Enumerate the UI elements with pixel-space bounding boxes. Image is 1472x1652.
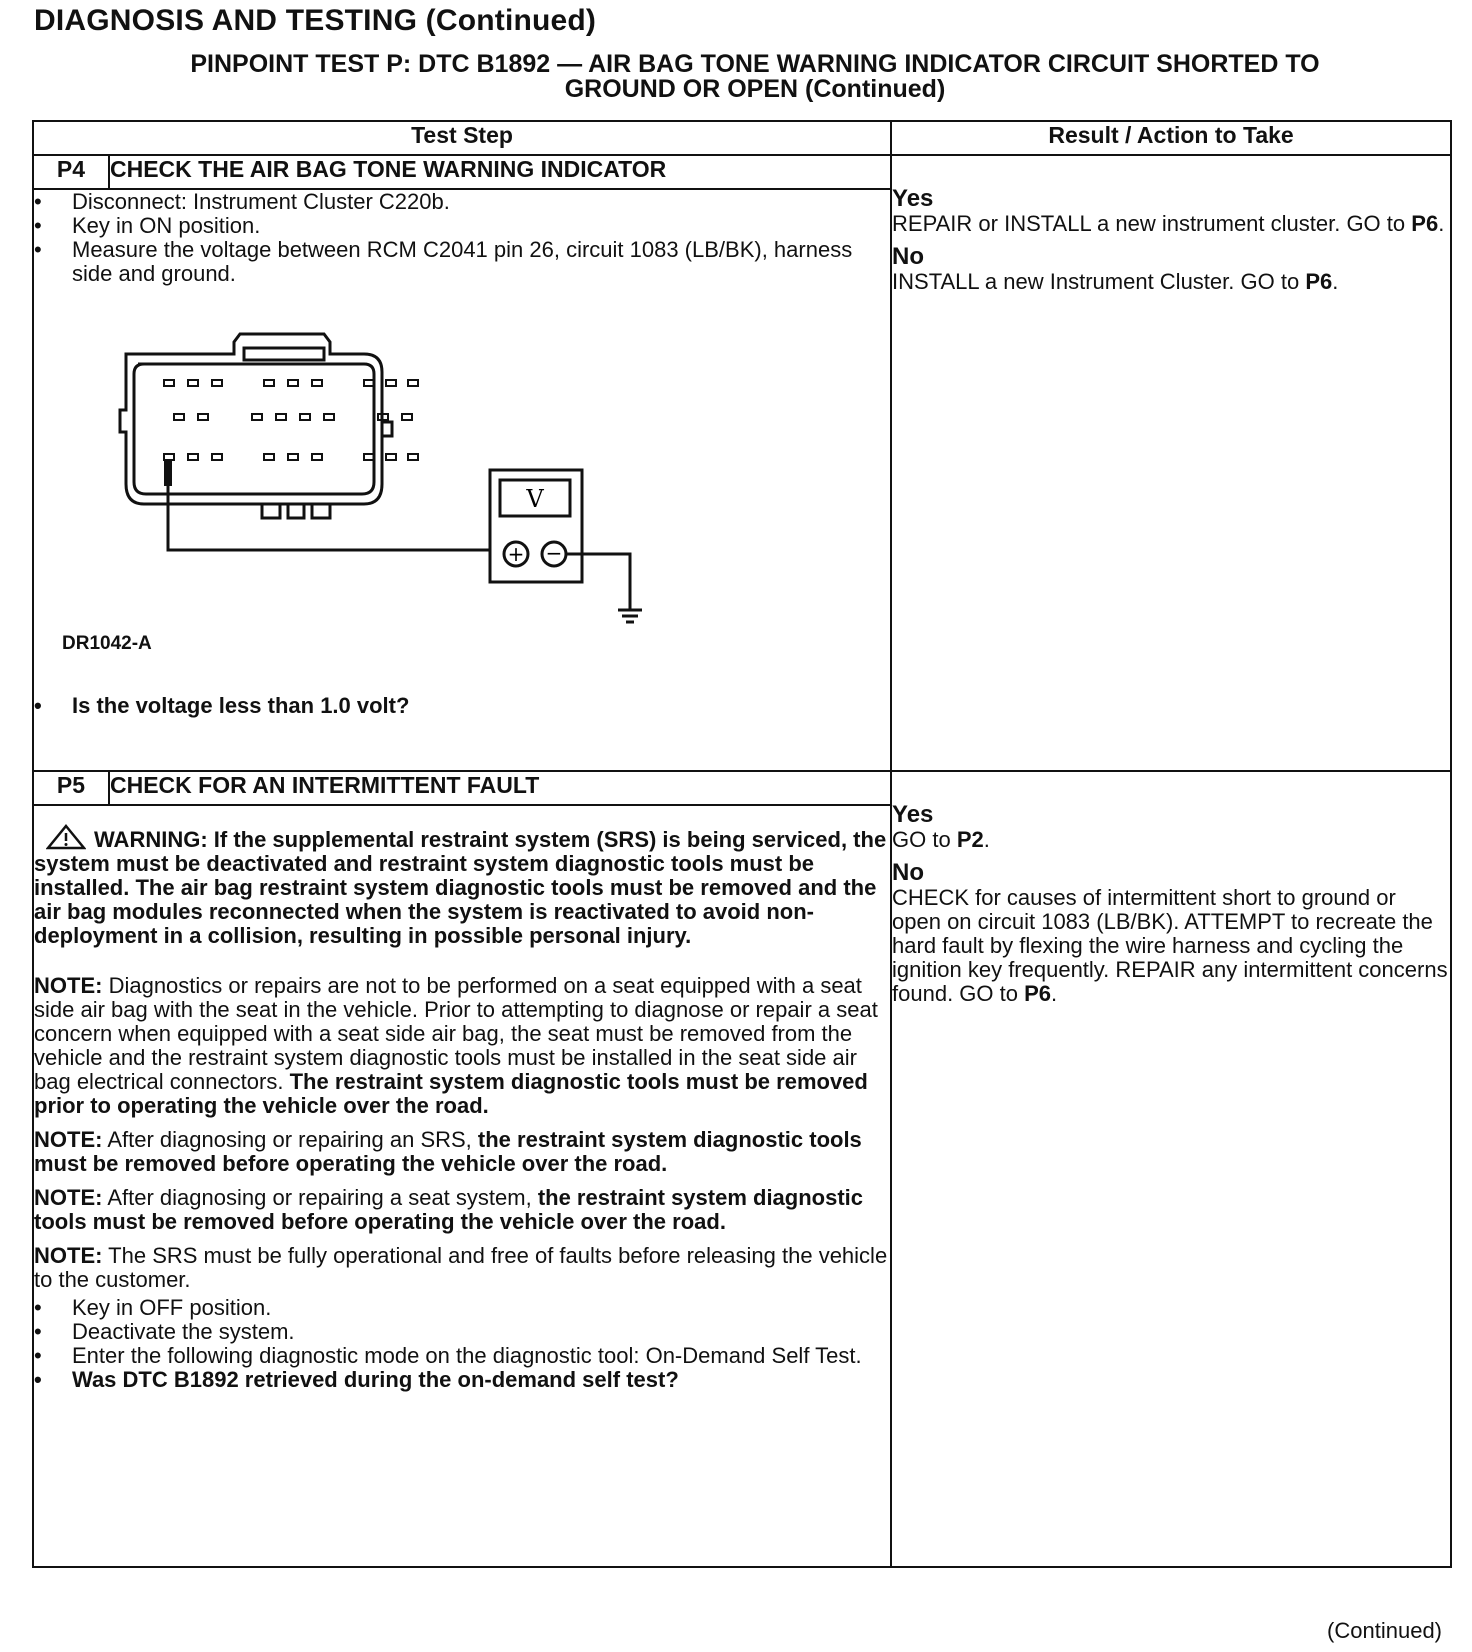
step-title-p4: CHECK THE AIR BAG TONE WARNING INDICATOR [109,155,891,189]
list-item: • Key in OFF position. [34,1296,890,1320]
warning-text: WARNING: If the supplemental restraint system (SRS) is being serviced, the system must be deactivated and restraint system diagnostic tools must be installed. The air bag restraint system diagnostic tools must be removed and the air bag modules reconnected when the system is reactivated to avoid non-deployment in a collision, resulting in possible personal injury. [34,827,887,948]
p4-question: • Is the voltage less than 1.0 volt? [34,694,890,718]
p5-no-label: No [892,859,925,886]
list-item: • Key in ON position. [34,214,890,238]
page-title: DIAGNOSIS AND TESTING (Continued) [34,4,597,37]
note-3-label: NOTE: [34,1185,103,1210]
list-item: • Disconnect: Instrument Cluster C220b. [34,190,890,214]
result-cell-p4 [891,155,1451,771]
p4-title-row [33,155,1451,189]
list-item: • Deactivate the system. [34,1320,890,1344]
note-2-text: After diagnosing or repairing an SRS, [107,1127,472,1152]
p4-yes-text: REPAIR or INSTALL a new instrument cluster. GO to [892,211,1406,236]
p5-title-row [33,771,1451,805]
note-1-bold: The restraint system diagnostic tools must be removed prior to operating the vehicle over the road. [34,1069,868,1118]
p4-no-label: No [892,243,925,270]
connector-diagram-svg [34,314,654,664]
connector-side-tab [382,422,392,436]
voltmeter-symbol: V [526,485,544,513]
connector-voltmeter-diagram [34,314,654,664]
step-body-p4 [33,189,891,771]
p5-question: • Was DTC B1892 retrieved during the on-demand self test? [34,1368,890,1392]
test-step-header: Test Step [33,121,891,155]
p5-bullet-list [34,1296,890,1392]
srs-warning [34,824,890,948]
table-header-row [33,121,1451,155]
svg-text:+: + [507,542,525,566]
note-1-text: Diagnostics or repairs are not to be performed on a seat equipped with a seat side air bag with the seat in the vehicle. Prior to attempting to diagnose or repair a seat concern when equipped with a seat side air bag, the seat must be removed from the vehicle and the restraint system diagnostic tools must be installed in the seat side air bag electrical connectors. [34,973,878,1094]
warning-triangle-icon [46,824,86,850]
p4-no-action: INSTALL a new Instrument Cluster. GO to P6. [892,269,1339,294]
list-item: • Enter the following diagnostic mode on the diagnostic tool: On-Demand Self Test. [34,1344,890,1368]
svg-text:−: − [545,541,563,565]
connector-bottom-tabs [262,504,330,518]
p4-no-ref: P6 [1305,269,1333,294]
p5-no-action: CHECK for causes of intermittent short to ground or open on circuit 1083 (LB/BK). ATTEMPT to recreate the hard fault by flexing the wire harness and cycling the ignition key frequently. REPAIR any intermittent concerns found. GO to P6. [892,885,1448,1006]
figure-label: DR1042-A [62,633,152,654]
note-3 [34,1186,890,1234]
pinpoint-test-table [32,120,1452,1568]
step-body-p5 [33,805,891,1567]
p4-yes-label: Yes [892,185,934,212]
step-id-p5: P5 [33,771,109,805]
note-2-bold: the restraint system diagnostic tools must be removed before operating the vehicle over the road. [34,1127,862,1176]
note-1 [34,974,890,1118]
p4-no-text: INSTALL a new Instrument Cluster. GO to [892,269,1300,294]
result-cell-p5 [891,771,1451,1567]
p4-yes-action: REPAIR or INSTALL a new instrument cluster. GO to P6. [892,211,1445,236]
note-3-text: After diagnosing or repairing a seat system, [107,1185,532,1210]
subtitle-line-2: GROUND OR OPEN (Continued) [564,75,946,103]
list-item: • Measure the voltage between RCM C2041 pin 26, circuit 1083 (LB/BK), harness side and ground. [34,238,890,286]
note-4 [34,1244,890,1292]
ground-symbol-icon [618,610,642,622]
continued-label: (Continued) [1327,1618,1442,1643]
p5-yes-action: GO to P2. [892,827,990,852]
note-1-label: NOTE: [34,973,103,998]
connector-pins [164,380,418,460]
p4-question-list [34,694,890,718]
p5-yes-text: GO to [892,827,951,852]
p5-no-ref: P6 [1024,981,1052,1006]
note-2 [34,1128,890,1176]
p5-no-text: CHECK for causes of intermittent short to ground or open on circuit 1083 (LB/BK). ATTEMPT to recreate the hard fault by flexing the wire harness and cycling the ignition key frequently. REPAIR any intermittent concerns found. GO to [892,885,1448,1006]
note-3-bold: the restraint system diagnostic tools must be removed before operating the vehicle over the road. [34,1185,864,1234]
connector-latch [244,348,324,360]
result-action-header: Result / Action to Take [891,121,1451,155]
pinpoint-test-title [60,52,1450,102]
note-2-label: NOTE: [34,1127,103,1152]
note-4-text: The SRS must be fully operational and free of faults before releasing the vehicle to the customer. [34,1243,888,1292]
p4-yes-ref: P6 [1411,211,1439,236]
step-id-p4: P4 [33,155,109,189]
p5-yes-ref: P2 [956,827,984,852]
note-4-label: NOTE: [34,1243,103,1268]
probe-tip [164,460,172,486]
step-title-p5: CHECK FOR AN INTERMITTENT FAULT [109,771,891,805]
subtitle-line-1: PINPOINT TEST P: DTC B1892 — AIR BAG TONE WARNING INDICATOR CIRCUIT SHORTED TO [190,50,1320,78]
p4-bullet-list [34,190,890,286]
p5-yes-label: Yes [892,801,934,828]
